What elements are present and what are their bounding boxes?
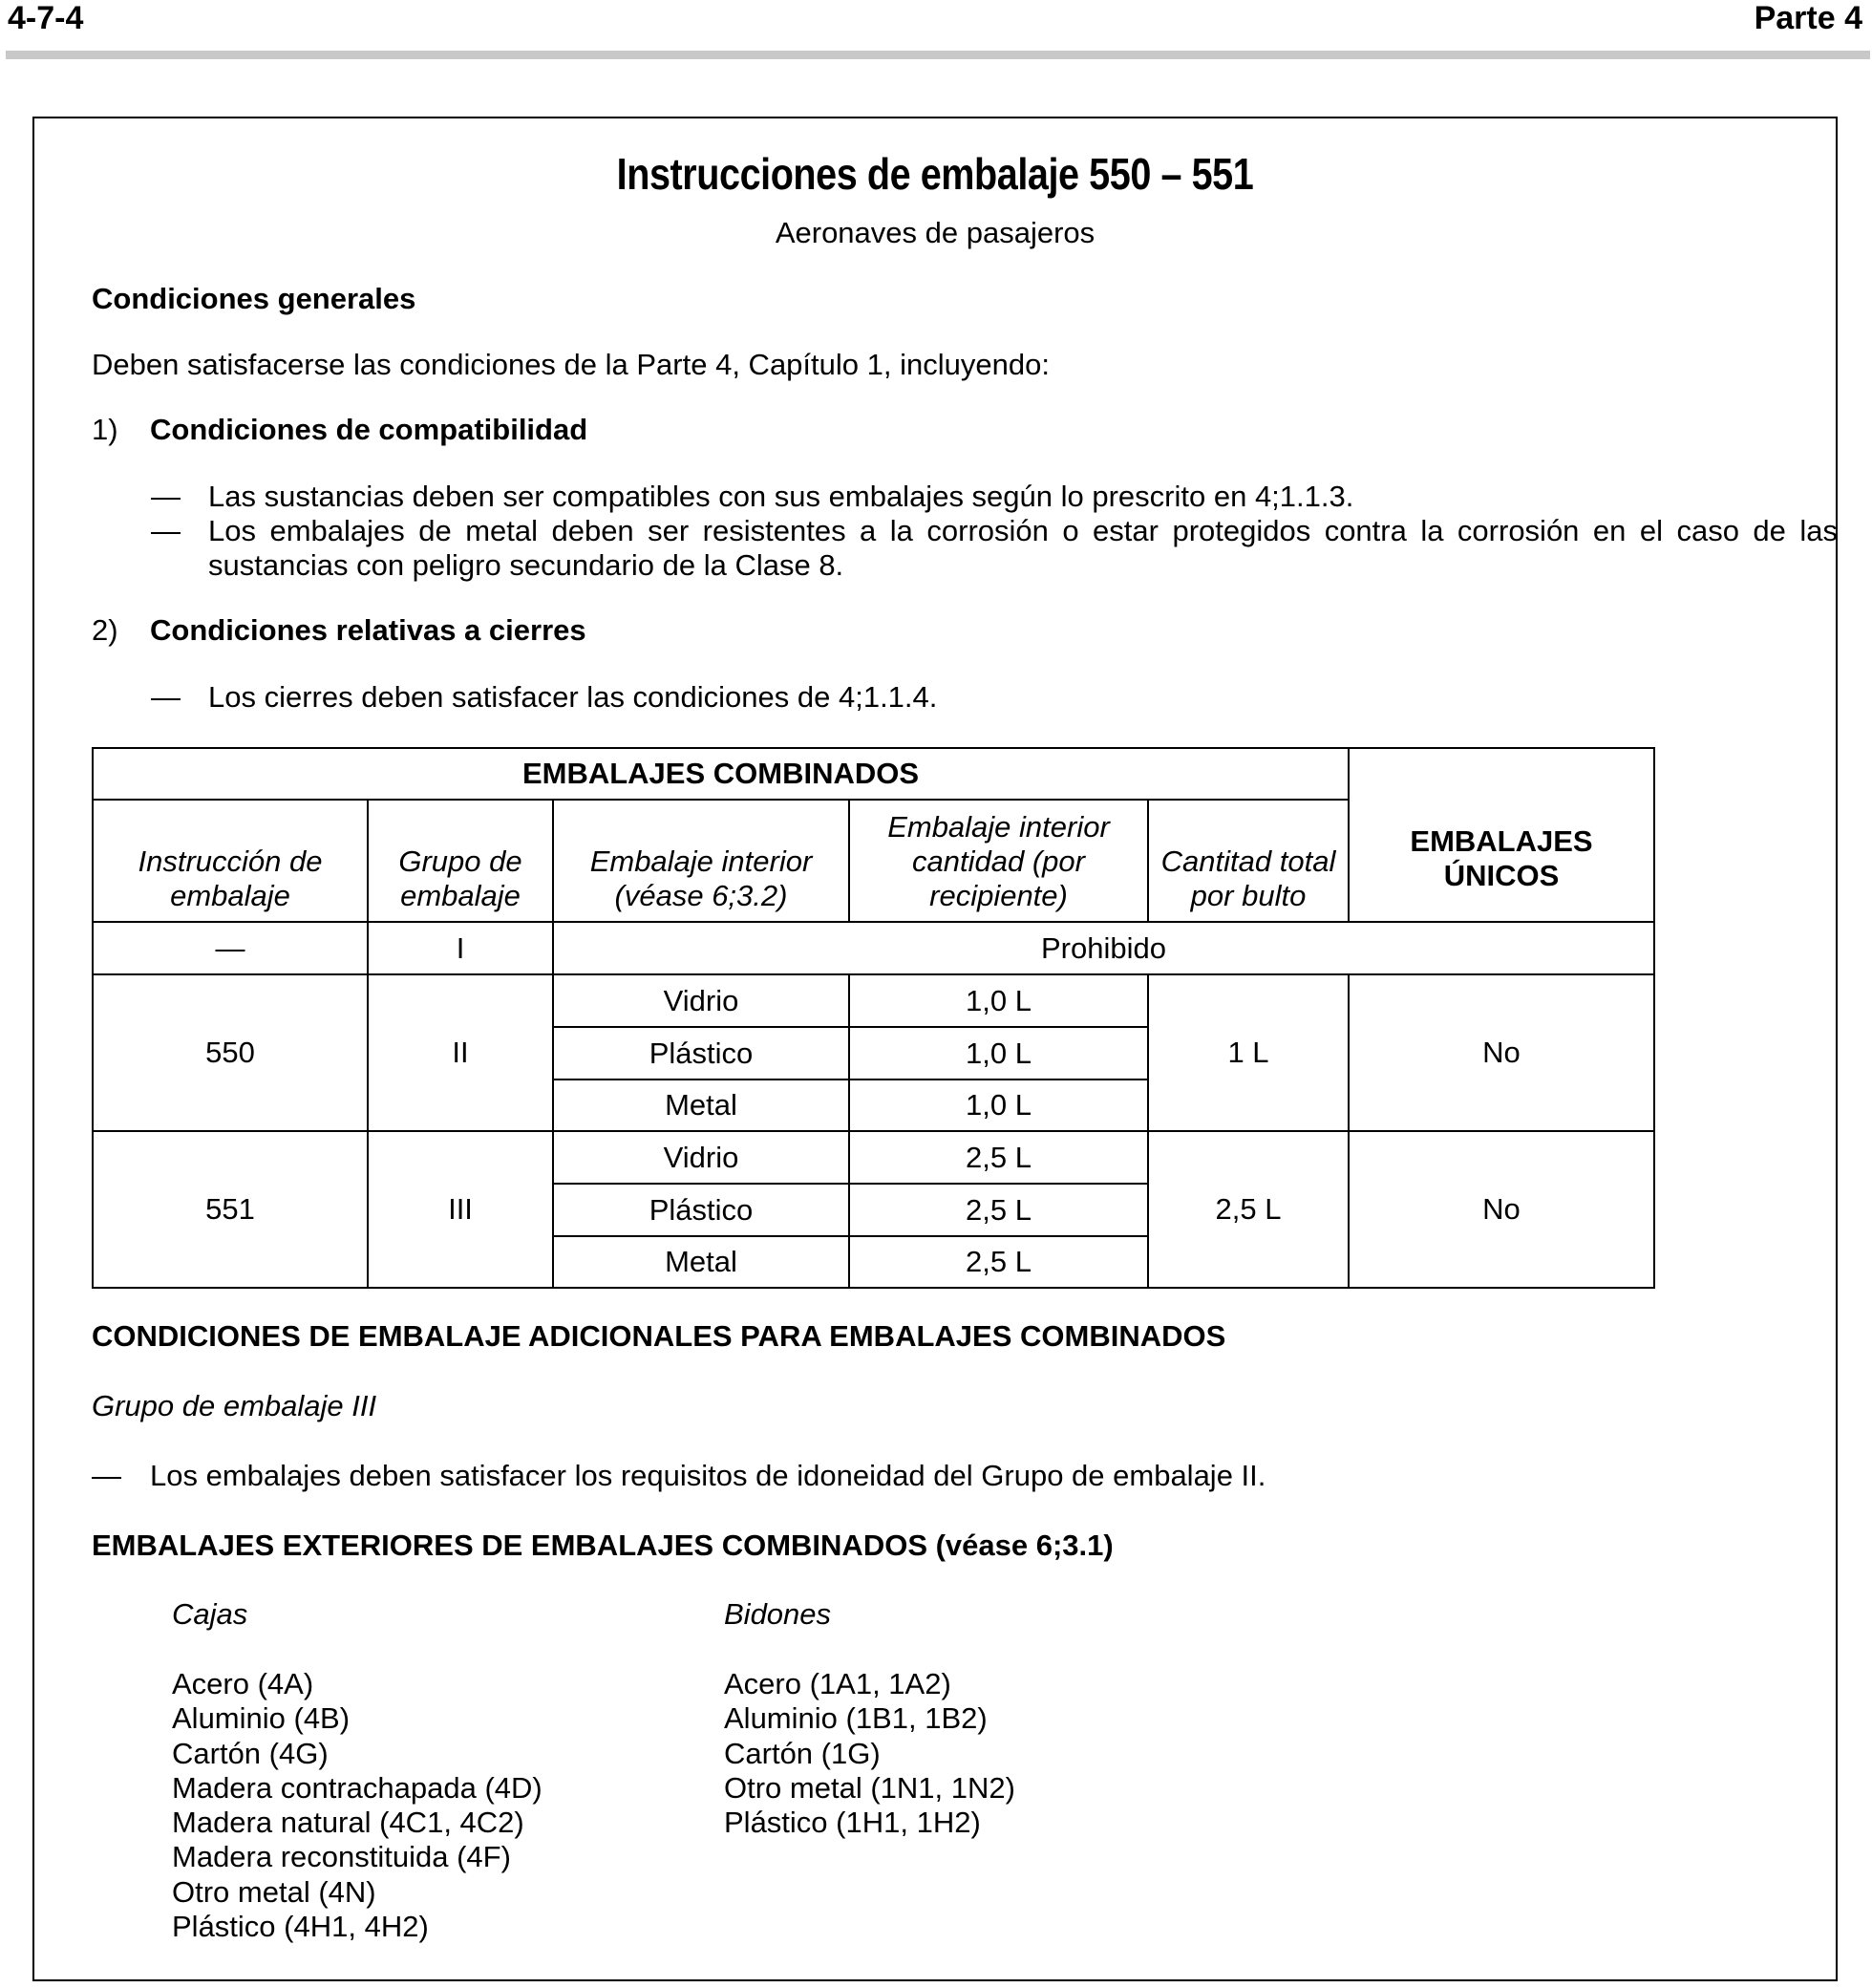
row-551-instruction: 551 xyxy=(93,1131,368,1288)
row-550-total: 1 L xyxy=(1148,974,1349,1131)
compat-item-1-text: Las sustancias deben ser compatibles con sus embalajes según lo prescrito en 4;1.1.3. xyxy=(208,480,1354,513)
list-item: Acero (1A1, 1A2) xyxy=(724,1667,951,1700)
inner-qty: 2,5 L xyxy=(849,1236,1148,1288)
boxes-list xyxy=(172,1667,542,1944)
section-1-number: 1) xyxy=(92,413,118,446)
inner-qty: 2,5 L xyxy=(849,1131,1148,1184)
dash: — xyxy=(151,514,181,547)
dash: — xyxy=(151,480,181,513)
list-item: Plástico (1H1, 1H2) xyxy=(724,1806,981,1840)
combined-packagings-header: EMBALAJES COMBINADOS xyxy=(93,748,1349,800)
inner-qty: 2,5 L xyxy=(849,1184,1148,1236)
inner-material: Plástico xyxy=(553,1027,849,1080)
packing-table xyxy=(92,747,1655,1289)
col-header-inner-qty: Embalaje interior cantidad (por recipiente) xyxy=(849,800,1148,922)
drums-title: Bidones xyxy=(724,1597,832,1631)
forbidden-text: Prohibido xyxy=(553,922,1654,974)
col-header-total: Cantitad total por bulto xyxy=(1148,800,1349,922)
section-1-title: Condiciones de compatibilidad xyxy=(150,413,588,446)
inner-qty: 1,0 L xyxy=(849,1080,1148,1131)
inner-qty: 1,0 L xyxy=(849,974,1148,1027)
forbidden-instruction: — xyxy=(93,922,368,974)
section-2-title: Condiciones relativas a cierres xyxy=(150,613,586,647)
list-item: Otro metal (4N) xyxy=(172,1874,376,1909)
forbidden-group: I xyxy=(368,922,553,974)
intro-text: Deben satisfacerse las condiciones de la Parte 4, Capítulo 1, incluyendo: xyxy=(92,348,1050,381)
list-item: Otro metal (1N1, 1N2) xyxy=(724,1770,1015,1805)
dash: — xyxy=(92,1459,121,1492)
col-header-group: Grupo de embalaje xyxy=(368,800,553,922)
list-item: Aluminio (1B1, 1B2) xyxy=(724,1701,988,1736)
part-label: Parte 4 xyxy=(1754,0,1862,36)
list-item: Aluminio (4B) xyxy=(172,1701,351,1736)
inner-material: Metal xyxy=(553,1080,849,1131)
inner-material: Vidrio xyxy=(553,1131,849,1184)
drums-list xyxy=(724,1667,1015,1840)
additional-conditions-heading: CONDICIONES DE EMBALAJE ADICIONALES PARA EMBALAJES COMBINADOS xyxy=(92,1319,1226,1353)
list-item: Plástico (4H1, 4H2) xyxy=(172,1910,429,1944)
list-item: Acero (4A) xyxy=(172,1667,314,1700)
closure-item-1-text: Los cierres deben satisfacer las condiciones de 4;1.1.4. xyxy=(208,680,938,714)
inner-material: Vidrio xyxy=(553,974,849,1027)
row-551-group: III xyxy=(368,1131,553,1288)
list-item: Cartón (4G) xyxy=(172,1736,329,1770)
row-550-group: II xyxy=(368,974,553,1131)
section-2-number: 2) xyxy=(92,613,118,647)
outer-packagings-heading: EMBALAJES EXTERIORES DE EMBALAJES COMBINADOS (véase 6;3.1) xyxy=(92,1528,1114,1562)
dash: — xyxy=(151,680,181,714)
list-item: Madera natural (4C1, 4C2) xyxy=(172,1806,524,1840)
row-550-single: No xyxy=(1349,974,1654,1131)
additional-item: Los embalajes deben satisfacer los requisitos de idoneidad del Grupo de embalaje II. xyxy=(150,1459,1266,1492)
group-iii-label: Grupo de embalaje III xyxy=(92,1389,377,1422)
document-subtitle: Aeronaves de pasajeros xyxy=(775,216,1096,249)
general-conditions-heading: Condiciones generales xyxy=(92,282,416,315)
list-item: Madera reconstituida (4F) xyxy=(172,1840,511,1874)
row-551-single: No xyxy=(1349,1131,1654,1288)
row-551-total: 2,5 L xyxy=(1148,1131,1349,1288)
inner-material: Metal xyxy=(553,1236,849,1288)
boxes-title: Cajas xyxy=(172,1597,248,1631)
inner-material: Plástico xyxy=(553,1184,849,1236)
header-rule xyxy=(6,51,1870,59)
single-packagings-header: EMBALAJES ÚNICOS xyxy=(1349,748,1654,922)
compat-item-2-text: Los embalajes de metal deben ser resistentes a la corrosión o estar protegidos contra la corrosión en el caso de las sustancias con peligro secundario de la Clase 8. xyxy=(208,514,1838,582)
document-title: Instrucciones de embalaje 550 – 551 xyxy=(616,149,1254,199)
row-550-instruction: 550 xyxy=(93,974,368,1131)
list-item: Madera contrachapada (4D) xyxy=(172,1770,542,1805)
page-number: 4-7-4 xyxy=(8,0,84,36)
col-header-instruction: Instrucción de embalaje xyxy=(93,800,368,922)
col-header-inner: Embalaje interior (véase 6;3.2) xyxy=(553,800,849,922)
list-item: Cartón (1G) xyxy=(724,1736,881,1770)
inner-qty: 1,0 L xyxy=(849,1027,1148,1080)
